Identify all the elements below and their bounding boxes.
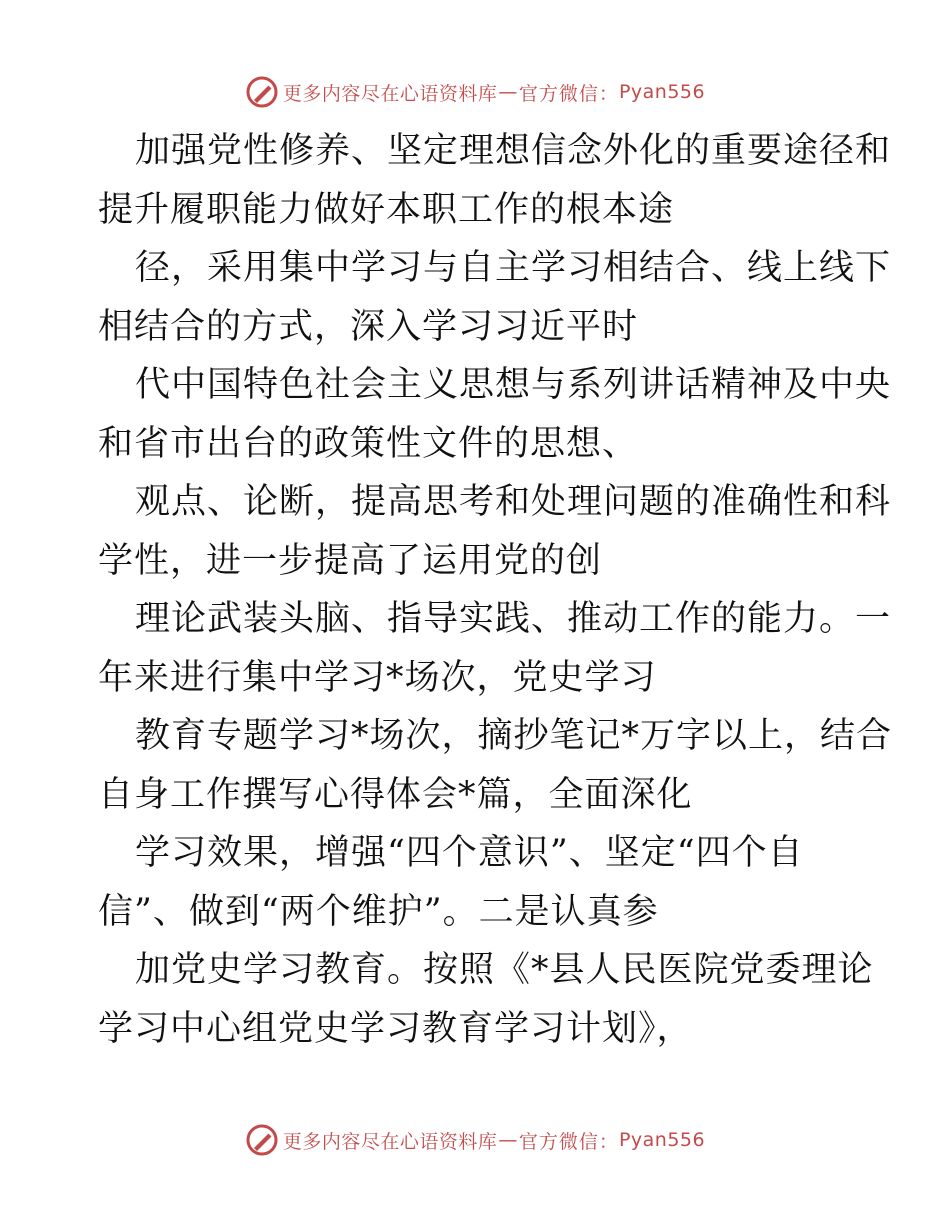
footer-banner — [0, 1120, 950, 1160]
banner-handle: Pyan556 — [618, 1129, 706, 1151]
paragraph-line: 代中国特色社会主义思想与系列讲话精神及中央 — [135, 365, 892, 405]
document-body — [98, 122, 893, 1058]
paragraph-line: 观点、论断，提高思考和处理问题的准确性和科 — [135, 482, 892, 522]
paragraph-line: 教育专题学习*场次，摘抄笔记*万字以上，结合 — [135, 716, 893, 756]
paragraph-line: 学习效果，增强“四个意识”、坚定“四个自 — [135, 833, 804, 873]
paragraph-line: 自身工作撰写心得体会*篇，全面深化 — [98, 774, 693, 815]
paragraph-line: 理论武装头脑、指导实践、推动工作的能力。一 — [135, 599, 892, 639]
paragraph-line: 信”、做到“两个维护”。二是认真参 — [98, 891, 659, 932]
paragraph-line: 年来进行集中学习*场次，党史学习 — [98, 657, 657, 698]
banner-brand: 更多内容尽在心语资料库 — [282, 1130, 498, 1153]
banner-separator: — — [498, 1129, 518, 1151]
paragraph-line: 学性，进一步提高了运用党的创 — [98, 540, 603, 581]
header-banner — [0, 72, 950, 112]
banner-handle: Pyan556 — [618, 81, 706, 103]
paragraph-line: 提升履职能力做好本职工作的根本途 — [98, 189, 675, 230]
banner-brand: 更多内容尽在心语资料库 — [282, 82, 498, 105]
quill-pen-icon — [245, 75, 279, 109]
banner-separator: — — [498, 81, 518, 103]
paragraph-line: 相结合的方式，深入学习习近平时 — [98, 306, 639, 347]
paragraph-line: 和省市出台的政策性文件的思想、 — [98, 423, 639, 464]
paragraph-line: 加强党性修养、坚定理想信念外化的重要途径和 — [135, 131, 892, 171]
quill-pen-icon — [245, 1123, 279, 1157]
paragraph-line: 学习中心组党史学习教育学习计划》， — [98, 1008, 693, 1049]
paragraph-line: 加党史学习教育。按照《*县人民医院党委理论 — [135, 950, 874, 990]
banner-wechat-label: 官方微信： — [518, 1130, 619, 1153]
banner-wechat-label: 官方微信： — [518, 82, 619, 105]
paragraph-line: 径，采用集中学习与自主学习相结合、线上线下 — [135, 248, 892, 288]
